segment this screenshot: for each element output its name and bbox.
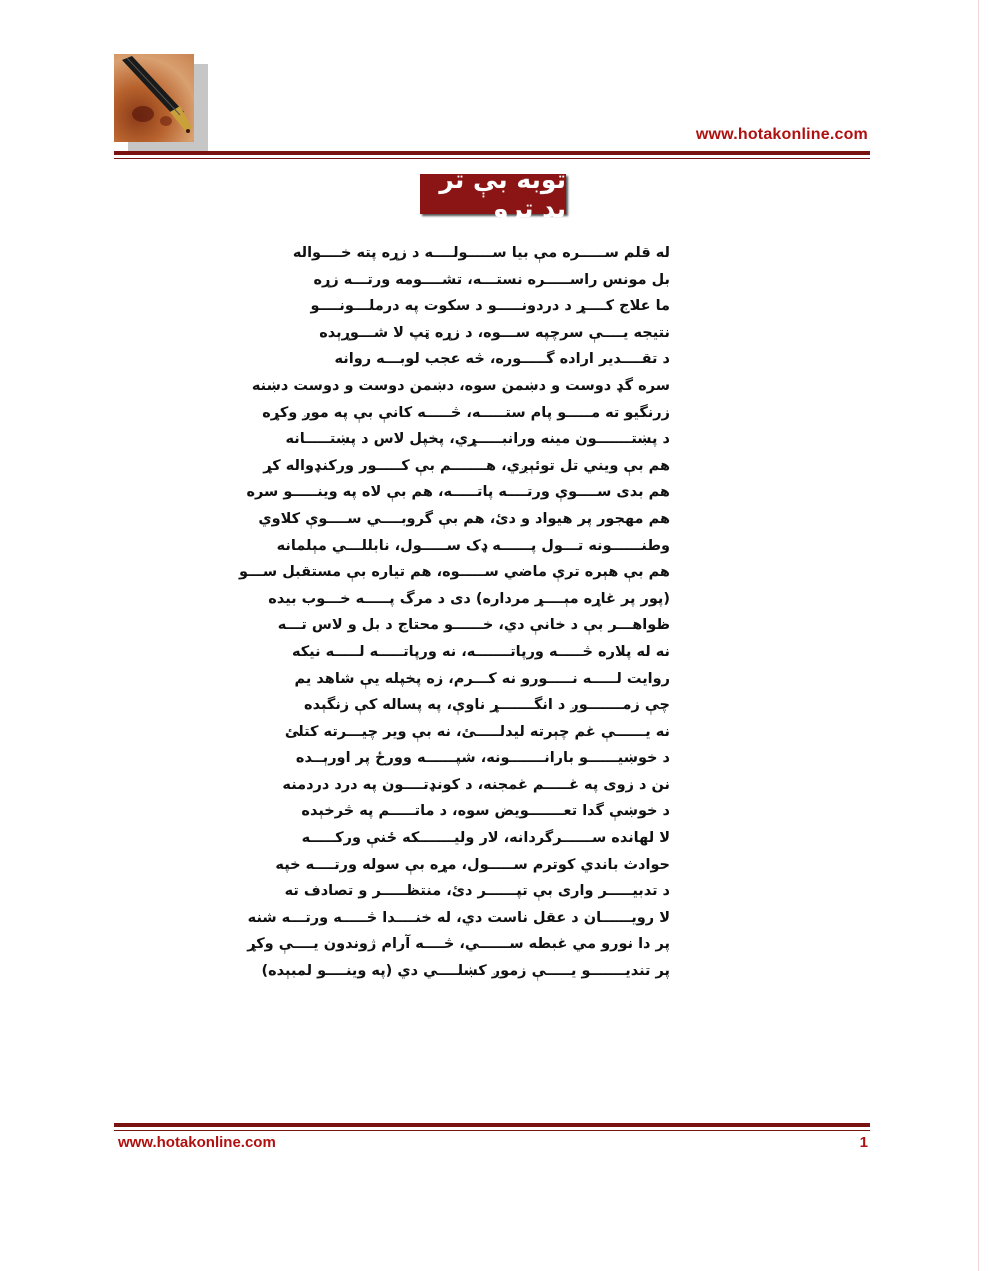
fountain-pen-icon [114, 54, 194, 142]
poem-line: د خوښې گدا تعـــــــویض سوه، د ماتـــــم په څرخېده [301, 803, 670, 820]
poem-line: روایت لـــــه نـــــورو نه کـــرم، زه پخپله یې شاهد یم [294, 670, 670, 687]
poem-line: ظواهـــر بې د خانې دي، خــــــو محتاج د بل و لاس تـــه [277, 617, 670, 634]
footer-rule-thick [114, 1123, 870, 1127]
poem-line: زرنگیو ته مـــــو پام ستـــــه، څـــــه کانې بې په موږ وکړه [262, 404, 670, 421]
poem-line: چې زمـــــــوږ د انگـــــــړ ناوې، په پساله کې زنگېده [304, 697, 670, 714]
poem-line: لا لهانده ســــــرگردانه، لار ولیـــــــکه ځنې ورکـــــه [301, 830, 670, 847]
page-edge [978, 0, 979, 1271]
poem-line: بل مونس راســـــره نستـــه، تشــــومه ورتـــه زړه [313, 271, 670, 288]
poem-line: نن د زوی په غـــــم غمجنه، د کونډتــــون په درد دردمنه [282, 776, 670, 793]
poem-line: د تدبیـــــر واری بې تپــــــر دئ، منتظـــــر و تصادف ته [284, 883, 670, 900]
poem-line: د تقــــدیر اراده گـــــوره، څه عجب لوبـــه روانه [334, 351, 670, 368]
header-rule-thin [114, 158, 870, 159]
poem-line: د خوښیــــــو بارانـــــــونه، شپــــــه وورځ پر اورېــده [295, 750, 670, 767]
poem-line: لا رویــــــان د عقل ناست دي، له خنــــدا څـــــه ورتـــه شنه [247, 909, 670, 926]
poem-line: نه یــــــې غم چېرته لیدلـــــئ، نه بې ویر چیـــرته کتلئ [284, 723, 670, 740]
poem-line: د پښتـــــــون مینه ورانبـــــړي، پخپل لاس د پښتـــــانه [285, 431, 670, 448]
poem-line: نتیجه یــــې سرچپه ســـوه، د زړه ټپ لا شـــوړېده [319, 324, 670, 341]
poem-line: هم مهجور پر هیواد و دئ، هم بې گروبــــي ســــوې کلاوي [258, 510, 670, 527]
poem-line: نه له پلاره څـــــه ورپاتـــــــه، نه ورپاتـــــه لـــــه نیکه [291, 643, 670, 660]
poem-line: وطنــــــونه تـــول پــــــه ډک ســـــول، نابللـــي مېلمانه [276, 537, 670, 554]
poem-line: هم بې ویني تل توئېږي، هـــــــم بې کـــــور ورکنډواله کړ [263, 457, 670, 474]
poem-line: سره گډ دوست و دښمن سوه، دښمن دوست و دوست دښنه [251, 377, 670, 394]
poem-line: هم بدی ســــوې ورتــــه پاتـــــه، هم بې لاه په وینـــــو سره [246, 484, 670, 501]
header-site-url[interactable]: www.hotakonline.com [695, 126, 868, 143]
poem-line: له قلم ســـــره مې بیا ســـــولــــه د زړه پته خــــواله [292, 245, 670, 261]
logo [114, 54, 208, 155]
poem-line: پر دا نورو مي غبطه ســــــي، څــــه آرام ژوندون یــــې وکړ [247, 936, 670, 953]
footer-rule-thin [114, 1130, 870, 1131]
header-rule-thick [114, 151, 870, 155]
page-title: توبه بې تر بد ترو [420, 174, 566, 214]
footer-site-url[interactable]: www.hotakonline.com [118, 1134, 276, 1151]
page-number: 1 [859, 1134, 868, 1151]
poem-body [238, 240, 670, 985]
poem-line: هم بې هېره ترې ماضي ســـــوه، هم تیاره بې مستقبل ســـو [238, 564, 670, 581]
poem-line: ما علاج کــــړ د دردونـــــو د سکوت په درملـــونــــو [310, 298, 670, 315]
poem-line: پر تندیـــــــو یـــــې زموږ کښلــــي دي (په وینــــو لمبېده) [261, 963, 670, 980]
poem-line: حوادث باندي کوترم ســـــول، مړه بې سوله ورتــــه خپه [275, 856, 670, 873]
poem-line: (پور پر غاړه مېــــړ مرداره) دی د مرگ پـــــه خـــوب بیده [268, 590, 670, 607]
